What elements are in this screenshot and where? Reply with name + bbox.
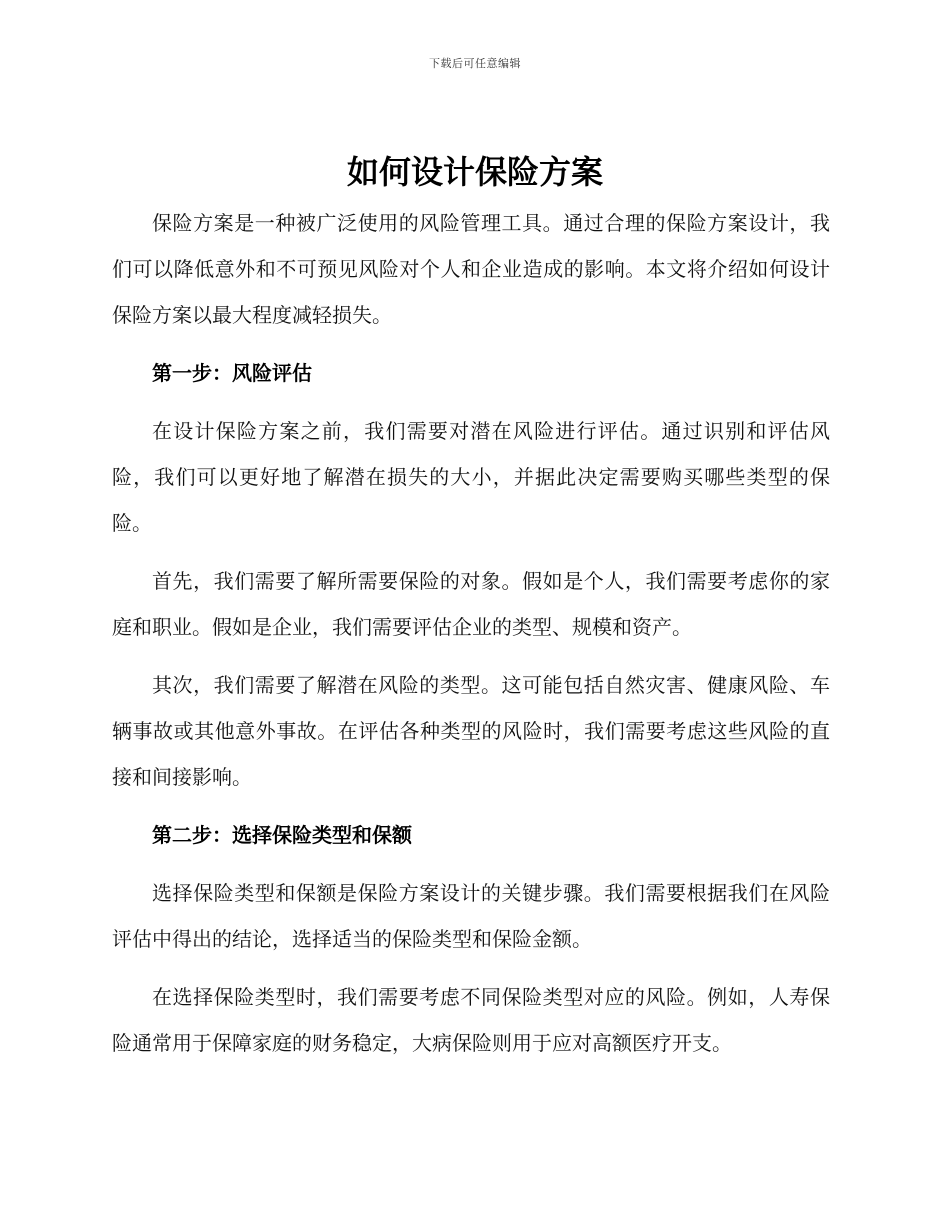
section-heading-step-1: 第一步：风险评估 — [152, 361, 312, 385]
intro-paragraph: 保险方案是一种被广泛使用的风险管理工具。通过合理的保险方案设计，我们可以降低意外和不可预见风险对个人和企业造成的影响。本文将介绍如何设计保险方案以最大程度减轻损失。 — [112, 211, 830, 327]
document-body — [112, 200, 830, 1078]
paragraph: 首先，我们需要了解所需要保险的对象。假如是个人，我们需要考虑你的家庭和职业。假如是企业，我们需要评估企业的类型、规模和资产。 — [112, 569, 830, 639]
header-note: 下载后可任意编辑 — [429, 57, 521, 70]
paragraph: 其次，我们需要了解潜在风险的类型。这可能包括自然灾害、健康风险、车辆事故或其他意外事故。在评估各种类型的风险时，我们需要考虑这些风险的直接和间接影响。 — [112, 673, 830, 789]
section-heading-step-2: 第二步：选择保险类型和保额 — [152, 823, 412, 847]
paragraph: 在设计保险方案之前，我们需要对潜在风险进行评估。通过识别和评估风险，我们可以更好地了解潜在损失的大小，并据此决定需要购买哪些类型的保险。 — [112, 419, 830, 535]
paragraph: 在选择保险类型时，我们需要考虑不同保险类型对应的风险。例如，人寿保险通常用于保障家庭的财务稳定，大病保险则用于应对高额医疗开支。 — [112, 985, 830, 1055]
document-title: 如何设计保险方案 — [346, 153, 603, 191]
paragraph: 选择保险类型和保额是保险方案设计的关键步骤。我们需要根据我们在风险评估中得出的结论，选择适当的保险类型和保险金额。 — [112, 881, 830, 951]
